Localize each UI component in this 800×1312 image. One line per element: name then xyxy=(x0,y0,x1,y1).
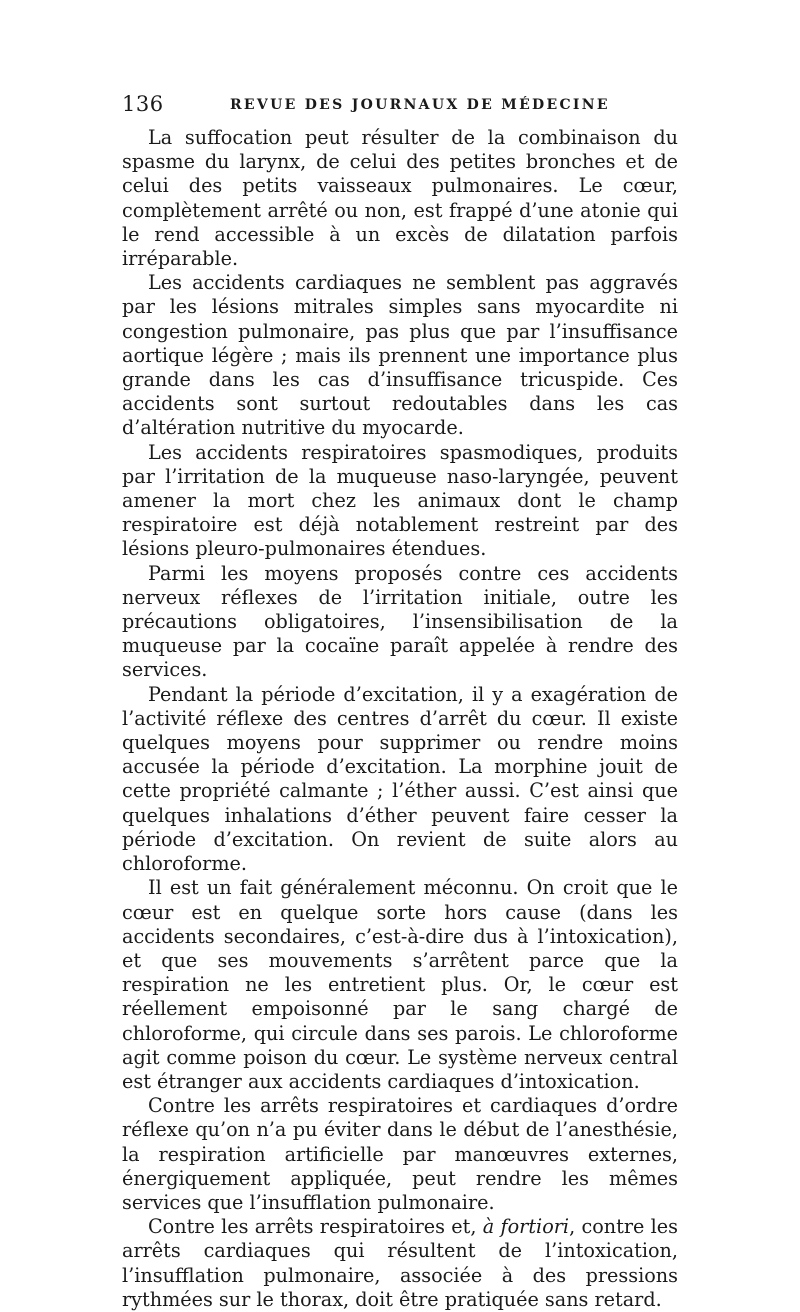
paragraph-text-after: , contre les arrêts cardiaques qui résultent de l’intoxication, l’insufflation pulmonaire, associée à des pressions rythmées sur le thorax, doit être pratiquée sans retard. xyxy=(122,1215,679,1311)
running-head: REVUE DES JOURNAUX DE MÉDECINE xyxy=(230,97,610,113)
body-text xyxy=(122,126,678,1312)
paragraph-arrets-reflexes: Contre les arrêts respiratoires et cardiaques d’ordre réflexe qu’on n’a pu éviter dans le début de l’anesthésie, la respiration artificielle par manœuvres externes, énergiquement appliquée, peut rendre les mêmes services que l’insufflation pulmonaire. xyxy=(122,1094,678,1214)
paragraph-moyens-proposes: Parmi les moyens proposés contre ces accidents nerveux réflexes de l’irritation initiale, outre les précautions obligatoires, l’insensibilisation de la muqueuse par la cocaïne paraît appelée à rendre des services. xyxy=(122,561,678,682)
paragraph-text-before: Contre les arrêts respiratoires et, xyxy=(148,1215,483,1239)
page-number: 136 xyxy=(122,92,164,116)
paragraph-suffocation: La suffocation peut résulter de la combinaison du spasme du larynx, de celui des petites bronches et de celui des petits vaisseaux pulmonaires. Le cœur, complètement arrêté ou non, est frappé d’une atonie qui le rend accessible à un excès de dilatation parfois irréparable. xyxy=(122,126,678,271)
paragraph-accidents-cardiaques: Les accidents cardiaques ne semblent pas aggravés par les lésions mitrales simples sans myocardite ni congestion pulmonaire, pas plus que par l’insuffisance aortique légère ; mais ils prennent une importance plus grande dans les cas d’insuffisance tricuspide. Ces accidents sont surtout redoutables dans les cas d’altération nutritive du myocarde. xyxy=(122,271,678,440)
paragraph-arrets-intoxication xyxy=(122,1215,678,1312)
paragraph-fait-meconnu: Il est un fait généralement méconnu. On croit que le cœur est en quelque sorte hors cause (dans les accidents secondaires, c’est-à-dire dus à l’intoxication), et que ses mouvements s’arrêtent parce que la respiration ne les entretient plus. Or, le cœur est réellement empoisonné par le sang chargé de chloroforme, qui circule dans ses parois. Le chloroforme agit comme poison du cœur. Le système nerveux central est étranger aux accidents cardiaques d’intoxication. xyxy=(122,876,678,1093)
paragraph-accidents-respiratoires: Les accidents respiratoires spasmodiques, produits par l’irritation de la muqueuse naso-laryngée, peuvent amener la mort chez les animaux dont le champ respiratoire est déjà notablement restreint par des lésions pleuro-pulmonaires étendues. xyxy=(122,440,678,561)
paragraph-periode-excitation: Pendant la période d’excitation, il y a exagération de l’activité réflexe des centres d’arrêt du cœur. Il existe quelques moyens pour supprimer ou rendre moins accusée la période d’excitation. La morphine jouit de cette propriété calmante ; l’éther aussi. C’est ainsi que quelques inhalations d’éther peuvent faire cesser la période d’excitation. On revient de suite alors au chloroforme. xyxy=(122,682,678,876)
page-header xyxy=(122,92,682,118)
paragraph-italic-phrase: à fortiori xyxy=(482,1215,570,1239)
